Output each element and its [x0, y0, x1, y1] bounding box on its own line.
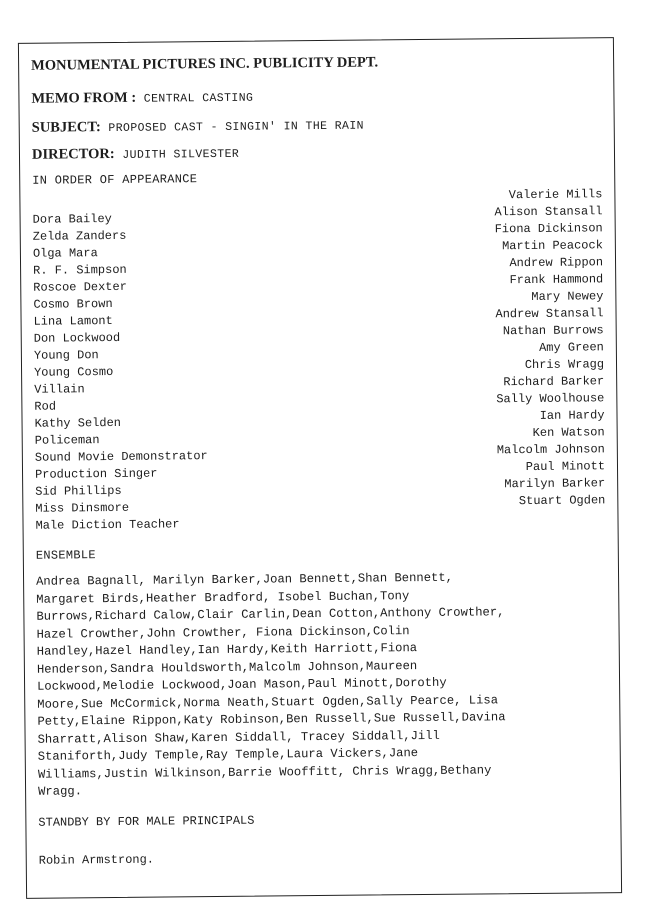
ensemble-line: Staniforth,Judy Temple,Ray Temple,Laura Vickers,Jane: [37, 746, 419, 764]
actors-list: [494, 186, 605, 510]
role-item: Miss Dinsmore: [35, 500, 130, 516]
actor-item: Andrew Stansall: [495, 306, 604, 322]
ensemble-line: Handley,Hazel Handley,Ian Hardy,Keith Harriott,Fiona: [36, 641, 418, 659]
role-item: Rod: [34, 399, 57, 414]
actor-item: Stuart Ogden: [518, 493, 606, 509]
subject-line: [32, 117, 364, 137]
role-item: Olga Mara: [32, 246, 98, 261]
actor-item: Andrew Rippon: [509, 255, 604, 271]
director-value: JUDITH SILVESTER: [122, 147, 240, 162]
actor-item: Sally Woolhouse: [496, 391, 605, 407]
actor-item: Marilyn Barker: [504, 476, 606, 492]
memo-sheet: [18, 37, 622, 899]
actor-item: Malcolm Johnson: [496, 442, 605, 458]
role-item: Sound Movie Demonstrator: [34, 449, 208, 465]
ensemble-line: Henderson,Sandra Houldsworth,Malcolm Johnson,Maureen: [36, 658, 418, 677]
actor-item: Paul Minott: [525, 459, 606, 475]
ensemble-line: Moore,Sue McCormick,Norma Neath,Stuart Ogden,Sally Pearce, Lisa: [37, 692, 499, 712]
actor-item: Ian Hardy: [539, 408, 605, 423]
director-label: DIRECTOR:: [31, 145, 115, 163]
role-item: R. F. Simpson: [33, 262, 127, 278]
role-item: Young Don: [33, 348, 99, 363]
actor-item: Fiona Dickinson: [494, 221, 603, 237]
standby-heading: STANDBY BY FOR MALE PRINCIPALS: [38, 813, 255, 830]
ensemble-text: [36, 568, 614, 801]
ensemble-line: Lockwood,Melodie Lockwood,Joan Mason,Paul Minott,Dorothy: [37, 675, 447, 694]
memo-from-line: [31, 89, 253, 108]
ensemble-line: Petty,Elaine Rippon,Katy Robinson,Ben Russell,Sue Russell,Davina: [37, 710, 506, 729]
actor-item: Amy Green: [538, 340, 604, 355]
role-item: Cosmo Brown: [33, 296, 113, 312]
subject-value: PROPOSED CAST - SINGIN' IN THE RAIN: [108, 119, 364, 136]
memo-from-value: CENTRAL CASTING: [143, 91, 254, 106]
actor-item: Richard Barker: [503, 374, 605, 390]
standby-name: Robin Armstrong.: [38, 852, 155, 868]
memo-from-label: MEMO FROM :: [31, 89, 137, 107]
subject-label: SUBJECT:: [31, 119, 101, 136]
role-item: Dora Bailey: [32, 211, 112, 227]
actor-item: Chris Wragg: [524, 357, 605, 373]
ensemble-heading: ENSEMBLE: [35, 548, 96, 563]
ensemble-line: Hazel Crowther,John Crowther, Fiona Dickinson,Colin: [36, 623, 410, 642]
actor-item: Frank Hammond: [509, 272, 604, 288]
role-item: Kathy Selden: [34, 415, 122, 431]
ensemble-line: Burrows,Richard Calow,Clair Carlin,Dean Cotton,Anthony Crowther,: [36, 605, 505, 624]
role-item: Zelda Zanders: [32, 228, 127, 244]
ensemble-line: Andrea Bagnall, Marilyn Barker,Joan Bennett,Shan Bennett,: [36, 570, 454, 589]
role-item: Young Cosmo: [34, 364, 114, 380]
actor-item: Mary Newey: [531, 289, 604, 304]
role-item: Sid Phillips: [35, 483, 122, 499]
actor-item: Nathan Burrows: [502, 323, 604, 339]
actor-item: Valerie Mills: [508, 187, 603, 203]
role-item: Production Singer: [34, 466, 158, 482]
role-item: Policeman: [34, 433, 100, 448]
actor-item: Alison Stansall: [494, 204, 603, 220]
role-item: Male Diction Teacher: [35, 517, 180, 533]
roles-list: [33, 210, 209, 535]
director-line: [32, 145, 239, 164]
ensemble-line: Margaret Birds,Heather Bradford, Isobel Buchan,Tony: [36, 588, 410, 607]
order-heading: IN ORDER OF APPEARANCE: [32, 172, 198, 188]
role-item: Lina Lamont: [33, 313, 113, 329]
role-item: Roscoe Dexter: [33, 279, 127, 295]
role-item: Don Lockwood: [33, 330, 121, 346]
company-heading: MONUMENTAL PICTURES INC. PUBLICITY DEPT.: [31, 54, 379, 74]
ensemble-line: Williams,Justin Wilkinson,Barrie Wooffitt, Chris Wragg,Bethany: [37, 762, 492, 782]
ensemble-line: Sharratt,Alison Shaw,Karen Siddall, Tracey Siddall,Jill: [37, 728, 440, 747]
actor-item: Ken Watson: [532, 425, 605, 440]
actor-item: Martin Peacock: [501, 238, 603, 254]
ensemble-line: Wragg.: [38, 784, 83, 799]
role-item: Villain: [34, 382, 85, 397]
